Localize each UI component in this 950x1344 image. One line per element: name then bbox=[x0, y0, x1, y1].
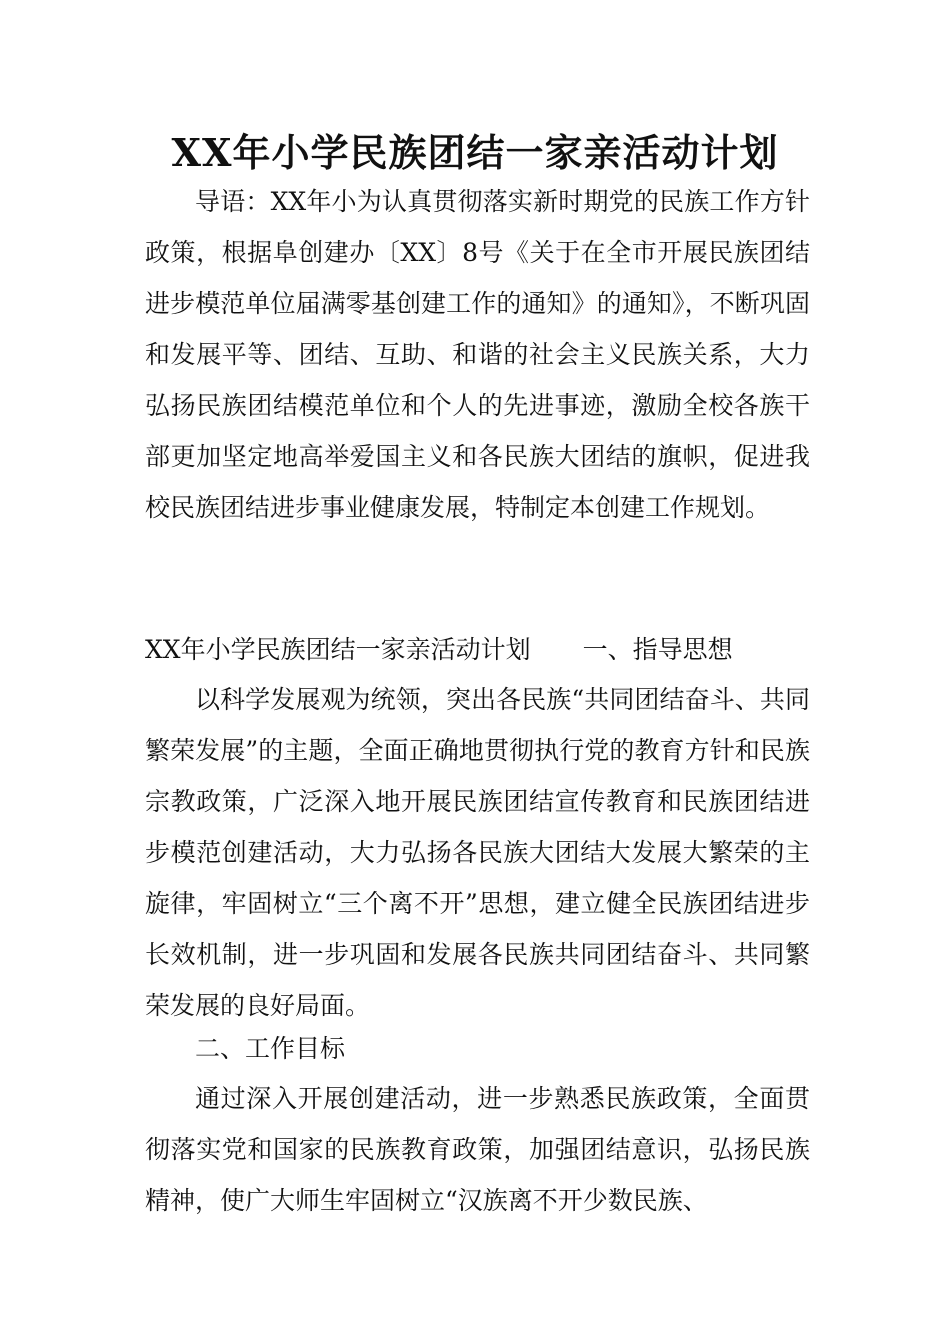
section1-heading: 一、指导思想 bbox=[582, 635, 733, 664]
section-header-line bbox=[145, 624, 810, 675]
document-title: XX年小学民族团结一家亲活动计划 bbox=[171, 130, 779, 175]
section1-paragraph: 以科学发展观为统领，突出各民族“共同团结奋斗、共同繁荣发展”的主题，全面正确地贯彻执行党的教育方针和民族宗教政策，广泛深入地开展民族团结宣传教育和民族团结进步模范创建活动，大力弘扬各民族大团结大发展大繁荣的主旋律，牢固树立“三个离不开”思想，建立健全民族团结进步长效机制，进一步巩固和发展各民族共同团结奋斗、共同繁荣发展的良好局面。 bbox=[145, 685, 810, 1020]
intro-paragraph: 导语：XX年小为认真贯彻落实新时期党的民族工作方针政策，根据阜创建办〔XX〕8号《关于在全市开展民族团结进步模范单位届满零基创建工作的通知》的通知》，不断巩固和发展平等、团结、互助、和谐的社会主义民族关系，大力弘扬民族团结模范单位和个人的先进事迹，激励全校各族干部更加坚定地高举爱国主义和各民族大团结的旗帜，促进我校民族团结进步事业健康发展，特制定本创建工作规划。 bbox=[145, 187, 810, 522]
section2-heading: 二、工作目标 bbox=[195, 1034, 346, 1063]
repeat-title: XX年小学民族团结一家亲活动计划 bbox=[145, 635, 531, 664]
section2-paragraph: 通过深入开展创建活动，进一步熟悉民族政策，全面贯彻落实党和国家的民族教育政策，加强团结意识，弘扬民族精神，使广大师生牢固树立“汉族离不开少数民族、 bbox=[145, 1084, 810, 1215]
